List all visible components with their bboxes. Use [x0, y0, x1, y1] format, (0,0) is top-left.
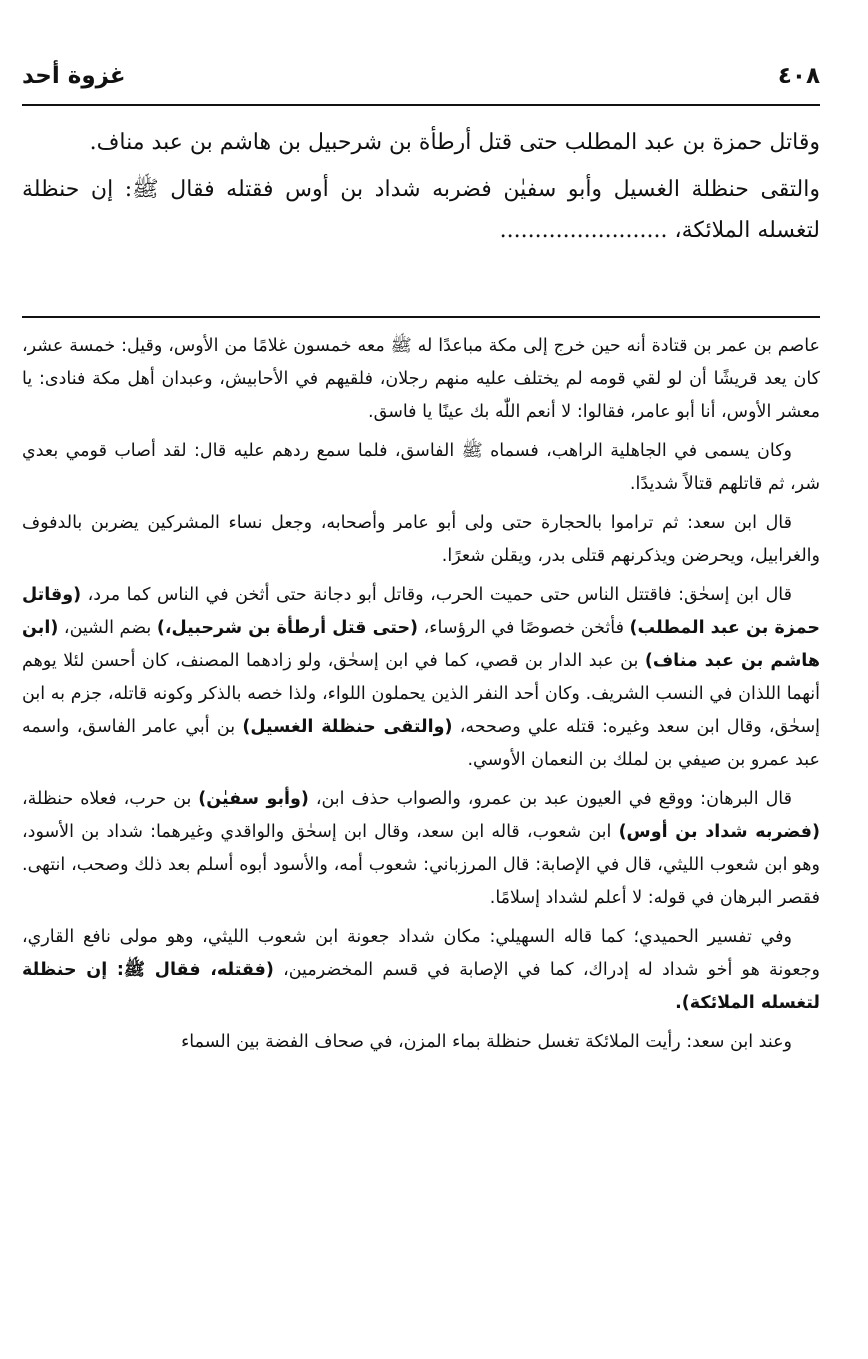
- commentary-text: [22, 330, 820, 1065]
- text-run: فأثخن خصوصًا في الرؤساء،: [418, 618, 630, 638]
- page-header: [22, 56, 820, 96]
- commentary-paragraph-4: [22, 579, 820, 777]
- commentary-paragraph-1: عاصم بن عمر بن قتادة أنه حين خرج إلى مكة مباعدًا له ﷺ معه خمسون غلامًا من الأوس، وقيل: خمسة عشر، كان يعد قريشًا أن لو لقي قومه لم يختلف عليه منهم رجلان، فلقيهم في الأحابيش، وعبدان أهل مكة فنادى: يا معشر الأوس، أنا أبو عامر، فقالوا: لا أنعم اللّٰه بك عينًا يا فاسق.: [22, 336, 820, 422]
- matn-paragraph-2: [22, 169, 820, 251]
- main-text: [22, 122, 820, 257]
- commentary-paragraph-6: [22, 921, 820, 1020]
- text-run: بن أبي عامر الفاسق، واسمه عبد عمرو بن صيفي بن لملك بن النعمان الأوسي.: [22, 717, 820, 770]
- quoted-matn: (ابن هاشم بن عبد مناف): [22, 618, 820, 671]
- quoted-matn: (فضربه شداد بن أوس): [618, 822, 820, 842]
- matn-paragraph-2-text: والتقى حنظلة الغسيل وأبو سفيٰن فضربه شداد بن أوس فقتله فقال ﷺ: إن حنظلة لتغسله الملائكة،: [22, 177, 820, 243]
- header-rule: [22, 104, 820, 106]
- page-number: ٤٠٨: [777, 63, 820, 89]
- text-run: قال ابن إسحٰق: فاقتتل الناس حتى حميت الحرب، وقاتل أبو دجانة حتى أثخن في الناس كما مرد،: [81, 585, 792, 605]
- separator-rule: [22, 316, 820, 318]
- ellipsis-dots: ........................: [499, 218, 668, 243]
- quoted-matn: (حتى قتل أرطأة بن شرحبيل،): [156, 618, 419, 638]
- commentary-paragraph-7: وعند ابن سعد: رأيت الملائكة تغسل حنظلة بماء المزن، في صحاف الفضة بين السماء: [181, 1032, 792, 1052]
- text-run: قال البرهان: ووقع في العيون عبد بن عمرو، والصواب حذف ابن،: [308, 789, 792, 809]
- text-run: بن حرب، فعلاه حنظلة،: [22, 789, 199, 809]
- running-title: غزوة أحد: [22, 63, 126, 89]
- text-run: بن عبد الدار بن قصي، كما في ابن إسحٰق، ولو زادهما المصنف، كان أحسن لئلا يوهم أنهما اللذان في النسب الشريف. وكان أحد النفر الذين يحملون اللواء، ولذا خصه بالذكر وكونه قاتله، جزم به ابن إسحٰق، وقال ابن سعد وغيره: قتله علي وصححه،: [22, 651, 821, 737]
- text-run: بضم الشين،: [58, 618, 157, 638]
- text-run: وفي تفسير الحميدي؛ كما قاله السهيلي: مكان شداد جعونة ابن شعوب الليثي، وهو مولى نافع القاري، وجعونة هو أخو شداد له إدراك، كما في الإصابة في قسم المخضرمين،: [22, 927, 820, 980]
- matn-paragraph-1: وقاتل حمزة بن عبد المطلب حتى قتل أرطأة بن شرحبيل بن هاشم بن عبد مناف.: [89, 130, 820, 155]
- quoted-matn: (والتقى حنظلة الغسيل): [242, 717, 453, 737]
- quoted-matn: (وقاتل حمزة بن عبد المطلب): [22, 585, 821, 638]
- text-run: ابن شعوب، قاله ابن سعد، وقال ابن إسحٰق والواقدي وغيرهما: شداد بن الأسود، وهو ابن شعوب الليثي، قال في الإصابة: قال المرزباني: شعوب أمه، والأسود أبوه أسلم بعد ذلك وصحب، انتهى. فقصر البرهان في قوله: لا أعلم لشداد إسلامًا.: [22, 822, 820, 908]
- quoted-matn: (فقتله، فقال ﷺ: إن حنظلة لتغسله الملائكة).: [22, 960, 820, 1013]
- quoted-matn: (وأبو سفيٰن): [198, 789, 309, 809]
- commentary-paragraph-5: [22, 783, 820, 915]
- commentary-paragraph-3: قال ابن سعد: ثم تراموا بالحجارة حتى ولى أبو عامر وأصحابه، وجعل نساء المشركين يضربن بالدفوف والغرابيل، ويحرضن ويذكرنهم قتلى بدر، ويقلن شعرًا.: [22, 513, 820, 566]
- commentary-paragraph-2: وكان يسمى في الجاهلية الراهب، فسماه ﷺ الفاسق، فلما سمع ردهم عليه قال: لقد أصاب قومي بعدي شر، ثم قاتلهم قتالاً شديدًا.: [22, 441, 820, 494]
